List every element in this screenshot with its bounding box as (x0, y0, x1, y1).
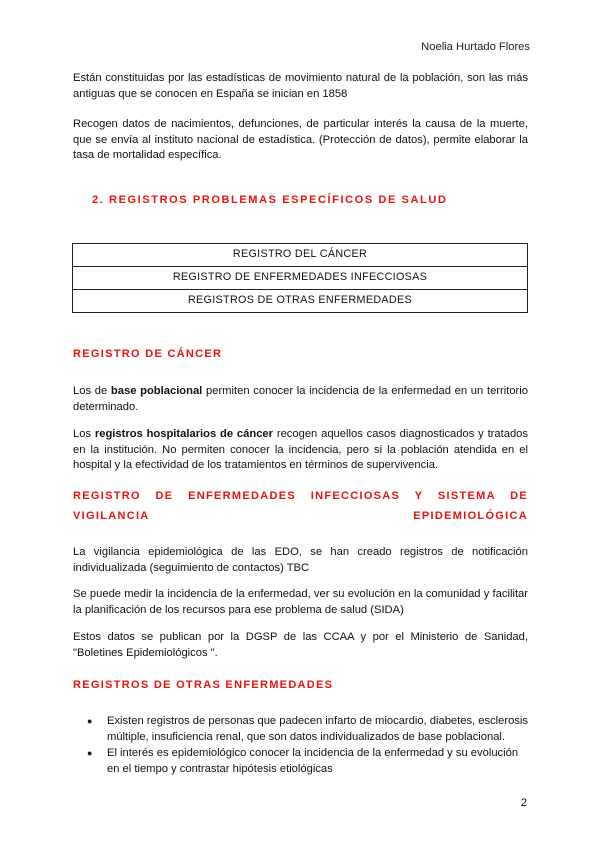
page-number: 2 (520, 797, 527, 809)
intro-paragraph-1: Están constituidas por las estadísticas de movimiento natural de la población, son las más antiguas que se conocen en España se inician en 1858 (73, 72, 528, 100)
table-row (73, 290, 528, 313)
section-2-title: 2. REGISTROS PROBLEMAS ESPECÍFICOS DE SALUD (92, 194, 448, 206)
infecciosas-title-line1: REGISTRO DE ENFERMEDADES INFECCIOSAS Y SISTEMA DE (73, 490, 528, 502)
infecciosas-title (73, 486, 528, 526)
otras-title: REGISTROS DE OTRAS ENFERMEDADES (73, 679, 334, 691)
cancer-paragraph-1: Los de base poblacional permiten conocer la incidencia de la enfermedad en un territorio determinado. (73, 385, 528, 413)
table-row (73, 267, 528, 290)
infecciosas-paragraph-3: Estos datos se publican por la DGSP de las CCAA y por el Ministerio de Sanidad, "Boletines Epidemiológicos ". (73, 631, 528, 659)
otras-bullet-list (73, 714, 528, 778)
table-cell: REGISTRO DEL CÁNCER (73, 244, 528, 267)
table-row (73, 244, 528, 267)
infecciosas-paragraph-1: La vigilancia epidemiológica de las EDO, se han creado registros de notificación individualizada (seguimiento de contactos) TBC (73, 546, 528, 574)
intro-paragraph-2: Recogen datos de nacimientos, defunciones, de particular interés la causa de la muerte, que se envía al instituto nacional de estadística. (Protección de datos), permite elaborar la tasa de mortalidad específica. (73, 118, 528, 161)
infecciosas-paragraph-2: Se puede medir la incidencia de la enfermedad, ver su evolución en la comunidad y facilitar la planificación de los recursos para ese problema de salud (SIDA) (73, 588, 528, 616)
cancer-paragraph-2: Los registros hospitalarios de cáncer recogen aquellos casos diagnosticados y tratados en la institución. No permiten conocer la incidencia, pero si la población atendida en el hospital y la efectividad de los tratamientos en términos de supervivencia. (73, 428, 528, 471)
list-item: ● Existen registros de personas que padecen infarto de miocardio, diabetes, esclerosis múltiple, insuficiencia renal, que son datos individualizados de base poblacional. (107, 714, 528, 745)
table-cell: REGISTRO DE ENFERMEDADES INFECCIOSAS (73, 267, 528, 290)
infecciosas-title-line2: VIGILANCIA EPIDEMIOLÓGICA (73, 510, 528, 522)
page-author: Noelia Hurtado Flores (421, 41, 530, 53)
list-item: ● El interés es epidemiológico conocer la incidencia de la enfermedad y su evolución en el tiempo y contrastar hipótesis etiológicas (107, 746, 528, 777)
registros-table (72, 243, 528, 313)
table-cell: REGISTROS DE OTRAS ENFERMEDADES (73, 290, 528, 313)
cancer-title: REGISTRO DE CÁNCER (73, 348, 223, 360)
